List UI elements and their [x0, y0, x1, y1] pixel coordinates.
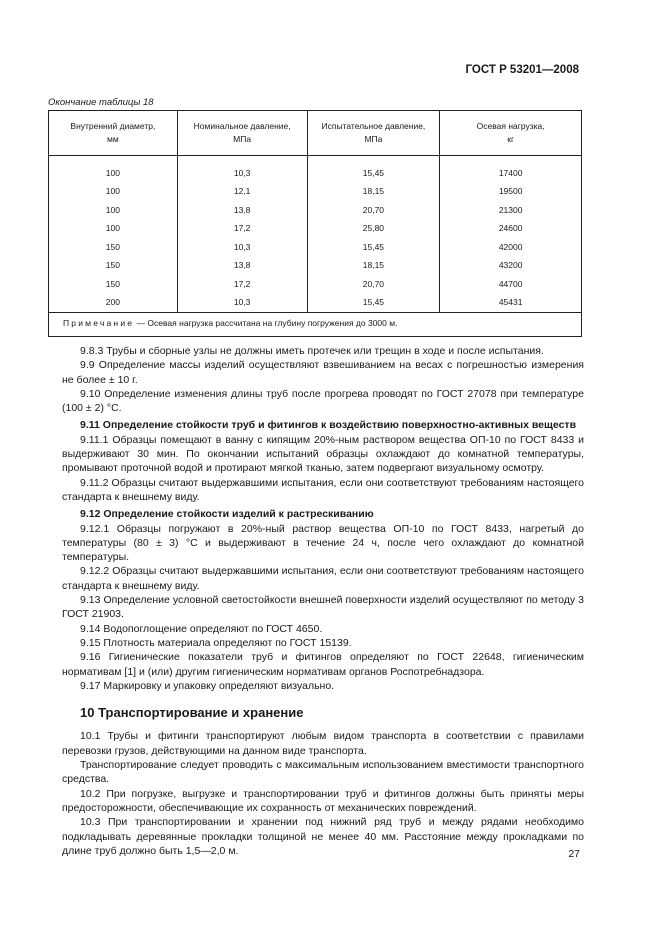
- table-cell: 42000: [440, 238, 582, 257]
- paragraph: 10.2 При погрузке, выгрузке и транспортировании труб и фитингов должны быть приняты меры предосторожности, обеспечивающие их сохранность от механических повреждений.: [62, 787, 584, 814]
- table-cell: 17400: [440, 164, 582, 183]
- table-cell: 10,3: [177, 164, 307, 183]
- paragraph: 10.1 Трубы и фитинги транспортируют любым видом транспорта в соответствии с правилами перевозки грузов, действующими на данном виде транспорта.: [62, 730, 584, 757]
- section-heading-10: 10 Транспортирование и хранение: [80, 705, 304, 721]
- table-cell: 24600: [440, 219, 582, 238]
- column-header-diameter: Внутренний диаметр, мм: [49, 111, 178, 156]
- table-cell: 25,80: [307, 219, 440, 238]
- table-cell: 100: [49, 219, 178, 238]
- table-cell: 15,45: [307, 238, 440, 257]
- paragraph: 9.10 Определение изменения длины труб после прогрева проводят по ГОСТ 27078 при температуре (100 ± 2) °С.: [62, 387, 584, 415]
- table-header-row: [49, 111, 582, 156]
- table-cell: 18,15: [307, 182, 440, 201]
- table-cell: 150: [49, 238, 178, 257]
- paragraph: 9.14 Водопоглощение определяют по ГОСТ 4650.: [80, 622, 323, 635]
- paragraph: 9.9 Определение массы изделий осуществляют взвешиванием на весах с погрешностью измерения не более ± 10 г.: [62, 359, 584, 386]
- section-heading-9-12: 9.12 Определение стойкости изделий к растрескиванию: [80, 508, 374, 521]
- table-note: [49, 312, 582, 336]
- column-header-axial-load: Осевая нагрузка, кг: [440, 111, 582, 156]
- table-cell: 15,45: [307, 164, 440, 183]
- table-cell: 200: [49, 293, 178, 312]
- paragraph: 9.11.1 Образцы помещают в ванну с кипящим 20%-ным раствором вещества ОП-10 по ГОСТ 8433 и выдерживают 30 мин. По окончании испытаний образцы охлаждают до комнатной температуры, промывают проточной водой и протирают мягкой тканью, затем подвергают визуальному осмотру.: [62, 433, 584, 475]
- table-cell: 100: [49, 201, 178, 220]
- table-cell: 18,15: [307, 256, 440, 275]
- paragraph: 9.12.2 Образцы считают выдержавшими испытания, если они соответствуют требованиям настоящего стандарта к внешнему виду.: [62, 565, 584, 592]
- table-cell: 100: [49, 164, 178, 183]
- table-row: [49, 256, 582, 275]
- table-cell: 100: [49, 182, 178, 201]
- table-note-text: — Осевая нагрузка рассчитана на глубину погружения до 3000 м.: [134, 318, 398, 328]
- pipe-parameters-table: [48, 110, 582, 337]
- section-heading-9-11: 9.11 Определение стойкости труб и фитингов к воздействию поверхностно-активных веществ: [80, 419, 577, 432]
- table-row: [49, 293, 582, 312]
- table-cell: 44700: [440, 275, 582, 294]
- table-cell: 17,2: [177, 219, 307, 238]
- table-row: [49, 219, 582, 238]
- page-number: 27: [568, 848, 580, 860]
- table-row: [49, 201, 582, 220]
- table-cell: 12,1: [177, 182, 307, 201]
- paragraph: 9.11.2 Образцы считают выдержавшими испытания, если они соответствуют требованиям настоящего стандарта к внешнему виду.: [62, 476, 584, 503]
- table-cell: 15,45: [307, 293, 440, 312]
- table-cell: 20,70: [307, 275, 440, 294]
- document-body: [62, 344, 584, 858]
- paragraph: 9.8.3 Трубы и сборные узлы не должны иметь протечек или трещин в ходе и после испытания.: [80, 345, 544, 357]
- table-note-row: [49, 312, 582, 336]
- table-caption: Окончание таблицы 18: [48, 97, 154, 108]
- column-header-nominal-pressure: Номинальное давление, МПа: [177, 111, 307, 156]
- table-cell: 19500: [440, 182, 582, 201]
- table-cell: 43200: [440, 256, 582, 275]
- paragraph: 9.12.1 Образцы погружают в 20%-ный раствор вещества ОП-10 по ГОСТ 8433, нагретый до температуры (80 ± 3) °С и выдерживают в течение 24 ч, после чего охлаждают до комнатной температуры.: [62, 522, 584, 564]
- table-row: [49, 238, 582, 257]
- paragraph: 10.3 При транспортировании и хранении под нижний ряд труб и между рядами необходимо подкладывать деревянные прокладки толщиной не менее 40 мм. Расстояние между прокладками по длине труб должно быть 1,5—2,0 м.: [62, 816, 584, 857]
- table-cell: 10,3: [177, 293, 307, 312]
- table-cell: 21300: [440, 201, 582, 220]
- table-cell: 150: [49, 256, 178, 275]
- paragraph: 9.13 Определение условной светостойкости внешней поверхности изделий осуществляют по методу 3 ГОСТ 21903.: [62, 594, 584, 621]
- paragraph: Транспортирование следует проводить с максимальным использованием вместимости транспортного средства.: [62, 759, 584, 786]
- paragraph: 9.15 Плотность материала определяют по ГОСТ 15139.: [80, 636, 352, 649]
- table-cell: 13,8: [177, 201, 307, 220]
- table-cell: 13,8: [177, 256, 307, 275]
- table-cell: 17,2: [177, 275, 307, 294]
- paragraph: 9.17 Маркировку и упаковку определяют визуально.: [80, 679, 335, 692]
- table-row: [49, 182, 582, 201]
- document-standard-number: ГОСТ Р 53201—2008: [465, 64, 579, 76]
- table-cell: 10,3: [177, 238, 307, 257]
- table-row: [49, 275, 582, 294]
- table-cell: 150: [49, 275, 178, 294]
- table-row: [49, 164, 582, 183]
- table-cell: 45431: [440, 293, 582, 312]
- table-note-label: Примечание: [63, 318, 135, 328]
- column-header-test-pressure: Испытательное давление, МПа: [307, 111, 440, 156]
- table-cell: 20,70: [307, 201, 440, 220]
- paragraph: 9.16 Гигиенические показатели труб и фитингов определяют по ГОСТ 22648, гигиеническим нормативам [1] и (или) другим гигиеническим нормативам органов Роспотребнадзора.: [62, 651, 584, 678]
